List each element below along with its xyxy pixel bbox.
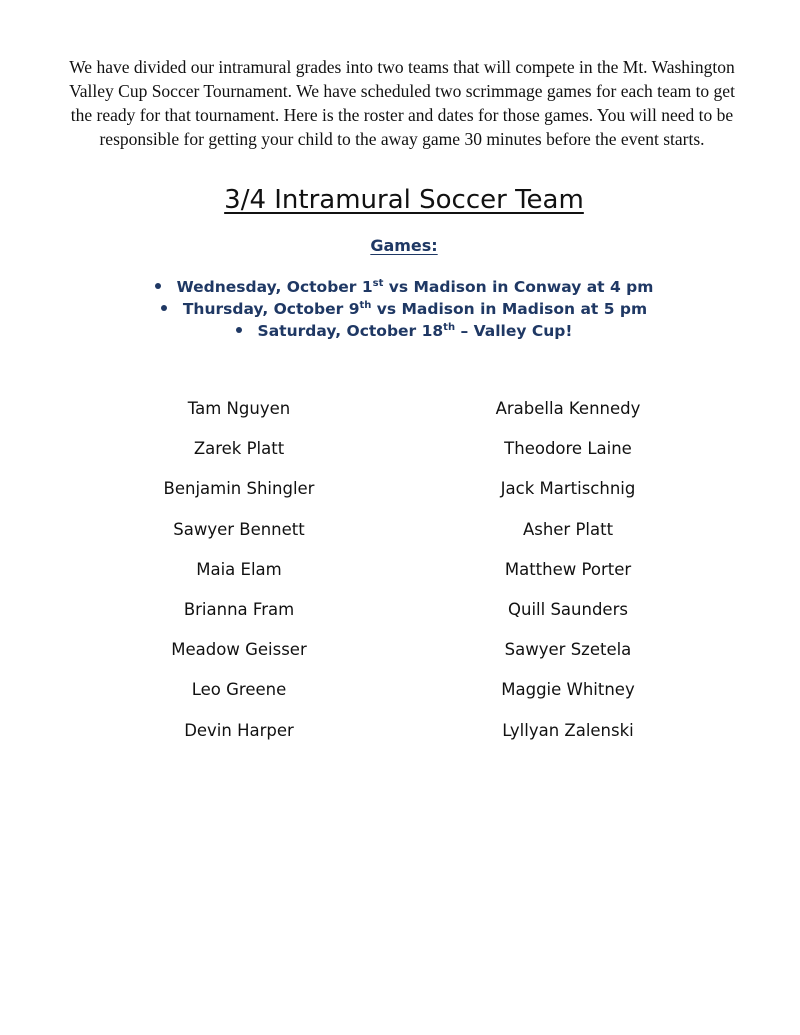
game-date: Thursday, October 9 bbox=[182, 300, 360, 318]
game-detail: vs Madison in Conway at 4 pm bbox=[383, 278, 654, 296]
team-title: 3/4 Intramural Soccer Team bbox=[224, 185, 584, 215]
player-name: Matthew Porter bbox=[504, 559, 632, 579]
bullet-icon bbox=[161, 305, 167, 311]
player-name: Meadow Geisser bbox=[171, 640, 307, 660]
game-item bbox=[0, 320, 800, 342]
player-name: Leo Greene bbox=[191, 680, 287, 700]
player-name: Lyllyan Zalenski bbox=[502, 720, 634, 740]
bullet-icon bbox=[236, 327, 242, 333]
date-suffix: th bbox=[359, 299, 372, 311]
player-name: Sawyer Bennett bbox=[173, 519, 305, 539]
date-suffix: th bbox=[443, 321, 456, 333]
player-name: Tam Nguyen bbox=[187, 399, 291, 418]
player-name: Sawyer Szetela bbox=[504, 640, 632, 660]
game-detail: – Valley Cup! bbox=[455, 322, 573, 340]
player-name: Maggie Whitney bbox=[501, 680, 635, 700]
roster-right-column bbox=[468, 398, 668, 760]
game-item bbox=[0, 298, 800, 320]
game-date: Saturday, October 18 bbox=[257, 322, 444, 340]
games-heading: Games: bbox=[370, 236, 438, 255]
player-name: Benjamin Shingler bbox=[163, 479, 315, 499]
game-item bbox=[0, 276, 800, 298]
player-name: Arabella Kennedy bbox=[495, 399, 641, 418]
player-name: Asher Platt bbox=[522, 519, 614, 539]
player-name: Zarek Platt bbox=[193, 439, 285, 459]
intro-paragraph: We have divided our intramural grades into two teams that will compete in the Mt. Washington Valley Cup Soccer Tournament. We have scheduled two scrimmage games for each team to get the ready for that tournament. Here is the roster and dates for those games. You will need to be responsible for getting your child to the away game 30 minutes before the event starts. bbox=[69, 57, 735, 149]
player-name: Jack Martischnig bbox=[500, 479, 636, 499]
player-name: Brianna Fram bbox=[183, 599, 295, 619]
game-date: Wednesday, October 1 bbox=[176, 278, 373, 296]
player-name: Theodore Laine bbox=[504, 439, 632, 459]
bullet-icon bbox=[155, 283, 161, 289]
roster-left-column bbox=[139, 398, 339, 760]
player-name: Maia Elam bbox=[196, 559, 282, 579]
date-suffix: st bbox=[372, 277, 384, 289]
games-list bbox=[0, 276, 800, 342]
game-detail: vs Madison in Madison at 5 pm bbox=[371, 300, 648, 318]
player-name: Quill Saunders bbox=[508, 599, 628, 619]
player-name: Devin Harper bbox=[184, 720, 294, 740]
